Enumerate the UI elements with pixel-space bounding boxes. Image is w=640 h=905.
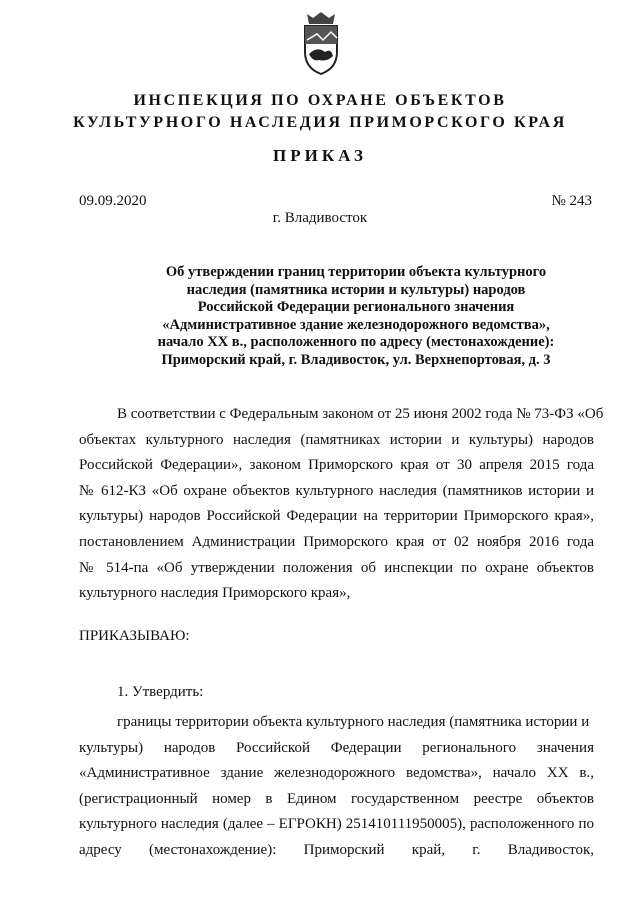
preamble-line: В соответствии с Федеральным законом от 25 июня 2002 года № 73-ФЗ «Об — [117, 406, 604, 422]
preamble-line: № 612-КЗ «Об охране объектов культурного наследия (памятников истории и — [79, 482, 594, 499]
title-line: Приморский край, г. Владивосток, ул. Верхнепортовая, д. 3 — [161, 351, 551, 368]
item-1-paragraph — [79, 710, 594, 864]
preamble-paragraph — [79, 402, 604, 607]
organization-name-line-2: КУЛЬТУРНОГО НАСЛЕДИЯ ПРИМОРСКОГО КРАЯ — [73, 114, 567, 131]
order-word: ПРИКАЗЫВАЮ: — [79, 628, 190, 644]
document-number: № 243 — [551, 193, 592, 209]
item-1-line: (регистрационный номер в Едином государственном реестре объектов — [79, 790, 594, 807]
title-line: Об утверждении границ территории объекта культурного — [165, 264, 547, 280]
item-1-line: культурного наследия (далее – ЕГРОКН) 251410111950005), расположенного по — [79, 816, 594, 833]
item-1-line: культуры) народов Российской Федерации регионального значения — [79, 739, 594, 756]
preamble-line: постановлением Администрации Приморского края от 02 ноября 2016 года — [79, 533, 594, 550]
organization-name-line-1: ИНСПЕКЦИЯ ПО ОХРАНЕ ОБЪЕКТОВ — [133, 92, 507, 109]
title-line: Российской Федерации регионального значения — [197, 299, 515, 315]
document-title — [140, 264, 572, 369]
item-1-line: границы территории объекта культурного наследия (памятника истории и — [117, 714, 590, 730]
title-line: начало XX в., расположенного по адресу (местонахождение): — [157, 334, 555, 350]
document-city: г. Владивосток — [272, 210, 368, 226]
item-1-line: адресу (местонахождение): Приморский край, г. Владивосток, — [79, 841, 594, 858]
preamble-line: культуры) народов Российской Федерации на территории Приморского края», — [79, 508, 594, 525]
title-line: «Административное здание железнодорожного ведомства», — [162, 316, 550, 333]
preamble-line: культурного наследия Приморского края», — [79, 585, 351, 602]
preamble-line: объектах культурного наследия (памятниках истории и культуры) народов — [79, 431, 594, 448]
preamble-line: № 514-па «Об утверждении положения об инспекции по охране объектов — [79, 559, 594, 576]
item-1-heading: 1. Утвердить: — [117, 684, 204, 700]
preamble-line: Российской Федерации», законом Приморского края от 30 апреля 2015 года — [79, 457, 594, 474]
document-type: ПРИКАЗ — [273, 146, 367, 165]
coat-of-arms-icon — [297, 10, 345, 76]
document-date: 09.09.2020 — [79, 193, 147, 209]
title-line: наследия (памятника истории и культуры) народов — [186, 281, 526, 298]
item-1-line: «Административное здание железнодорожного ведомства», начало XX в., — [79, 765, 594, 782]
